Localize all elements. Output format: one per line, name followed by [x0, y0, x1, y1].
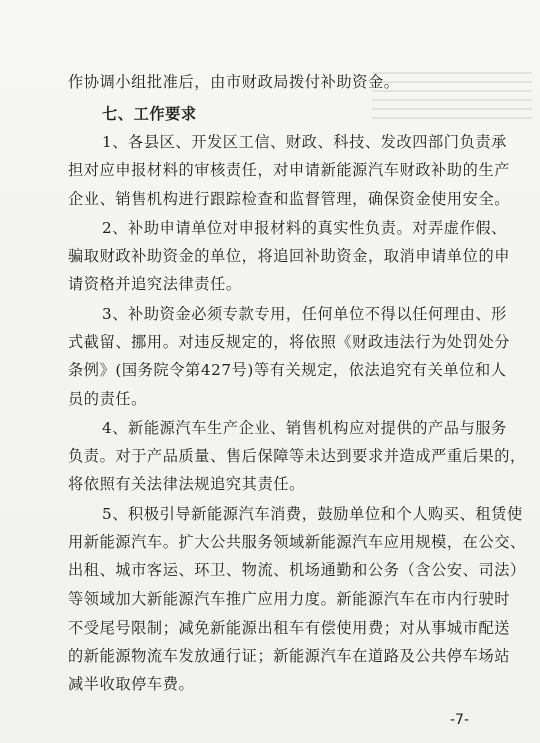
text-line: 作协调小组批准后，由市财政局拨付补助资金。	[68, 73, 400, 91]
text-line: 负责。对于产品质量、售后保障等未达到要求并造成严重后果的，	[68, 447, 526, 465]
text-line: 式截留、挪用。对违反规定的，将依照《财政违法行为处罚处分	[68, 333, 511, 351]
text-line: 条例》(国务院令第427号)等有关规定，依法追究有关单位和人	[68, 361, 507, 379]
text-line: 2、补助申请单位对申报材料的真实性负责。对弄虚作假、	[102, 219, 507, 237]
text-line: 请资格并追究法律责任。	[68, 275, 242, 293]
text-line: 不受尾号限制；减免新能源出租车有偿使用费；对从事城市配送	[68, 619, 511, 637]
text-line: 员的责任。	[68, 390, 147, 408]
text-line: 出租、城市客运、环卫、物流、机场通勤和公务（含公安、司法）	[68, 561, 526, 579]
section-heading: 七、工作要求	[102, 105, 197, 123]
text-line: 等领域加大新能源汽车推广应用力度。新能源汽车在市内行驶时	[68, 590, 511, 608]
text-line: 企业、销售机构进行跟踪检查和监督管理，确保资金使用安全。	[68, 190, 511, 208]
text-line: 3、补助资金必须专款专用，任何单位不得以任何理由、形	[102, 305, 507, 323]
page-number: -7-	[450, 712, 470, 728]
text-line: 的新能源物流车发放通行证；新能源汽车在道路及公共停车场站	[68, 647, 511, 665]
text-line: 4、新能源汽车生产企业、销售机构应对提供的产品与服务	[102, 419, 507, 437]
text-line: 1、各县区、开发区工信、财政、科技、发改四部门负责承	[102, 133, 507, 151]
text-line: 骗取财政补助资金的单位，将追回补助资金，取消申请单位的申	[68, 247, 511, 265]
text-line: 减半收取停车费。	[68, 675, 195, 693]
text-line: 5、积极引导新能源汽车消费，鼓励单位和个人购买、租赁使	[102, 505, 523, 523]
text-line: 用新能源汽车。扩大公共服务领域新能源汽车应用规模，在公交、	[68, 533, 526, 551]
text-line: 将依照有关法律法规追究其责任。	[68, 475, 305, 493]
text-line: 担对应申报材料的审核责任，对申请新能源汽车财政补助的生产	[68, 161, 511, 179]
